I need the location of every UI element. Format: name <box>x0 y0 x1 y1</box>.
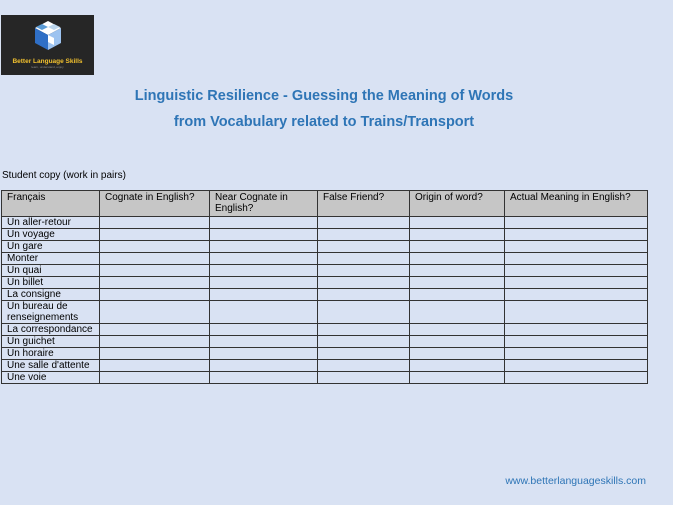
table-row <box>2 229 648 241</box>
answer-cell[interactable] <box>318 336 410 348</box>
logo-subtext: learn, understand, enjoy <box>31 65 64 69</box>
answer-cell[interactable] <box>410 277 505 289</box>
french-word-cell: Un gare <box>2 241 100 253</box>
answer-cell[interactable] <box>505 265 648 277</box>
answer-cell[interactable] <box>100 265 210 277</box>
answer-cell[interactable] <box>505 229 648 241</box>
table-row <box>2 324 648 336</box>
answer-cell[interactable] <box>210 277 318 289</box>
answer-cell[interactable] <box>100 289 210 301</box>
header-origin: Origin of word? <box>410 191 505 217</box>
french-word-cell: La consigne <box>2 289 100 301</box>
answer-cell[interactable] <box>505 217 648 229</box>
answer-cell[interactable] <box>318 301 410 324</box>
instructions-text: Student copy (work in pairs) <box>2 170 126 181</box>
answer-cell[interactable] <box>210 289 318 301</box>
answer-cell[interactable] <box>410 217 505 229</box>
answer-cell[interactable] <box>100 241 210 253</box>
header-false-friend: False Friend? <box>318 191 410 217</box>
answer-cell[interactable] <box>318 265 410 277</box>
answer-cell[interactable] <box>318 229 410 241</box>
footer-url: www.betterlanguageskills.com <box>505 475 646 487</box>
answer-cell[interactable] <box>318 360 410 372</box>
header-near-cognate: Near Cognate in English? <box>210 191 318 217</box>
answer-cell[interactable] <box>318 324 410 336</box>
answer-cell[interactable] <box>505 336 648 348</box>
table-row <box>2 289 648 301</box>
answer-cell[interactable] <box>410 336 505 348</box>
answer-cell[interactable] <box>100 277 210 289</box>
answer-cell[interactable] <box>100 217 210 229</box>
answer-cell[interactable] <box>410 289 505 301</box>
table-row <box>2 217 648 229</box>
answer-cell[interactable] <box>100 360 210 372</box>
answer-cell[interactable] <box>210 360 318 372</box>
answer-cell[interactable] <box>210 348 318 360</box>
answer-cell[interactable] <box>318 241 410 253</box>
page-title-line-2: from Vocabulary related to Trains/Transport <box>173 114 475 130</box>
table-row <box>2 360 648 372</box>
answer-cell[interactable] <box>100 324 210 336</box>
logo-text: Better Language Skills <box>12 58 83 65</box>
answer-cell[interactable] <box>100 301 210 324</box>
french-word-cell: Une voie <box>2 372 100 384</box>
answer-cell[interactable] <box>410 301 505 324</box>
header-francais: Français <box>2 191 100 217</box>
logo <box>1 15 94 75</box>
answer-cell[interactable] <box>100 336 210 348</box>
french-word-cell: La correspondance <box>2 324 100 336</box>
answer-cell[interactable] <box>505 301 648 324</box>
answer-cell[interactable] <box>410 265 505 277</box>
table-row <box>2 253 648 265</box>
answer-cell[interactable] <box>410 241 505 253</box>
answer-cell[interactable] <box>318 348 410 360</box>
french-word-cell: Un horaire <box>2 348 100 360</box>
table-row <box>2 301 648 324</box>
answer-cell[interactable] <box>318 253 410 265</box>
answer-cell[interactable] <box>210 372 318 384</box>
answer-cell[interactable] <box>210 336 318 348</box>
french-word-cell: Un bureau de renseignements <box>2 301 100 324</box>
answer-cell[interactable] <box>210 217 318 229</box>
answer-cell[interactable] <box>505 348 648 360</box>
answer-cell[interactable] <box>210 324 318 336</box>
answer-cell[interactable] <box>410 324 505 336</box>
french-word-cell: Un billet <box>2 277 100 289</box>
answer-cell[interactable] <box>410 348 505 360</box>
answer-cell[interactable] <box>318 289 410 301</box>
answer-cell[interactable] <box>100 348 210 360</box>
answer-cell[interactable] <box>410 253 505 265</box>
answer-cell[interactable] <box>505 324 648 336</box>
answer-cell[interactable] <box>210 241 318 253</box>
vocabulary-table <box>1 190 648 384</box>
answer-cell[interactable] <box>410 360 505 372</box>
french-word-cell: Une salle d'attente <box>2 360 100 372</box>
table-row <box>2 372 648 384</box>
answer-cell[interactable] <box>210 229 318 241</box>
answer-cell[interactable] <box>100 253 210 265</box>
answer-cell[interactable] <box>210 301 318 324</box>
answer-cell[interactable] <box>505 289 648 301</box>
table-body <box>2 217 648 384</box>
answer-cell[interactable] <box>505 253 648 265</box>
cube-logo-icon <box>34 20 62 52</box>
french-word-cell: Un voyage <box>2 229 100 241</box>
answer-cell[interactable] <box>505 277 648 289</box>
table-header-row <box>2 191 648 217</box>
french-word-cell: Un quai <box>2 265 100 277</box>
table-row <box>2 277 648 289</box>
french-word-cell: Monter <box>2 253 100 265</box>
table-row <box>2 348 648 360</box>
header-actual-meaning: Actual Meaning in English? <box>505 191 648 217</box>
answer-cell[interactable] <box>100 372 210 384</box>
page-title-line-1: Linguistic Resilience - Guessing the Meaning of Words <box>134 88 514 104</box>
answer-cell[interactable] <box>210 265 318 277</box>
table-row <box>2 241 648 253</box>
table-row <box>2 265 648 277</box>
answer-cell[interactable] <box>100 229 210 241</box>
table-row <box>2 336 648 348</box>
header-cognate: Cognate in English? <box>100 191 210 217</box>
answer-cell[interactable] <box>318 217 410 229</box>
french-word-cell: Un guichet <box>2 336 100 348</box>
answer-cell[interactable] <box>410 372 505 384</box>
answer-cell[interactable] <box>505 372 648 384</box>
french-word-cell: Un aller-retour <box>2 217 100 229</box>
answer-cell[interactable] <box>318 372 410 384</box>
answer-cell[interactable] <box>318 277 410 289</box>
answer-cell[interactable] <box>210 253 318 265</box>
answer-cell[interactable] <box>505 360 648 372</box>
answer-cell[interactable] <box>410 229 505 241</box>
answer-cell[interactable] <box>505 241 648 253</box>
